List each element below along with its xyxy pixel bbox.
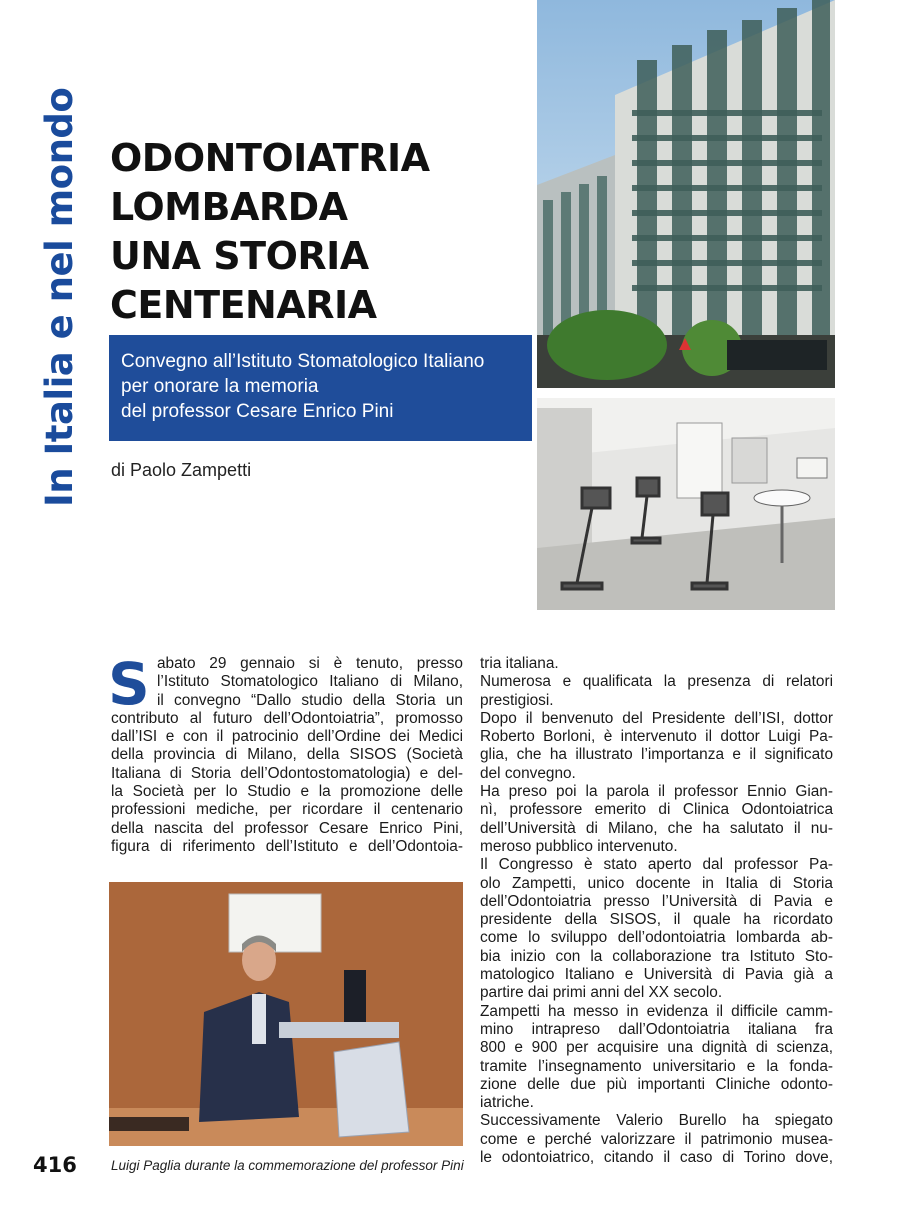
- body-line: Successivamente Valerio Burello ha spiegato: [480, 1112, 833, 1130]
- body-line: le odontoiatrico, citando il caso di Torino dove,: [480, 1149, 833, 1167]
- title-line: UNA STORIA: [110, 234, 369, 278]
- body-line: tria italiana.: [480, 655, 559, 672]
- body-line: olo Zampetti, unico docente in Italia di Storia: [480, 874, 833, 892]
- subtitle-line: Convegno all’Istituto Stomatologico Italiano: [121, 351, 485, 372]
- body-line: Il Congresso è stato aperto dal professor Pa-: [480, 856, 833, 874]
- body-line: prestigiosi.: [480, 691, 554, 709]
- body-line: figura di riferimento dell’Istituto e dell’Odontoia-: [111, 837, 463, 855]
- body-line: come e perché valorizzare il patrimonio musea-: [480, 1130, 833, 1148]
- body-line: dell’Università di Milano, che ha salutato il nu-: [480, 819, 833, 837]
- body-column-2: [480, 655, 833, 1167]
- body-column-1: [111, 655, 463, 856]
- section-label: In Italia e nel mondo: [38, 87, 81, 507]
- body-line: la Società per lo Studio e la promozione delle: [111, 783, 463, 801]
- byline: di Paolo Zampetti: [111, 460, 252, 480]
- body-line: della provincia di Milano, della SISOS (Società: [111, 746, 463, 764]
- body-line: dall’ISI e con il patrocinio dell’Ordine dei Medici: [111, 728, 463, 746]
- body-line: contributo al futuro dell’Odontoiatria”, promosso: [111, 709, 463, 727]
- drop-cap: S: [108, 650, 150, 718]
- body-line: Dopo il benvenuto del Presidente dell’ISI, dottor: [480, 709, 833, 727]
- subtitle-line: del professor Cesare Enrico Pini: [121, 401, 394, 422]
- body-line: 800 e 900 per acquisire una dignità di scienza,: [480, 1039, 833, 1057]
- building-photo: [537, 0, 835, 388]
- photo-caption: Luigi Paglia durante la commemorazione del professor Pini: [111, 1158, 464, 1173]
- body-line: Zampetti ha messo in evidenza il difficile camm-: [480, 1002, 833, 1020]
- body-line: il convegno “Dallo studio della Storia un: [157, 691, 463, 709]
- body-line: come lo sviluppo dell’odontoiatria lombarda ab-: [480, 929, 833, 947]
- body-line: Roberto Borloni, è intervenuto il dottor Luigi Pa-: [480, 728, 833, 746]
- body-line: glia, che ha illustrato l’importanza e il significato: [480, 746, 833, 764]
- body-line: meroso pubblico intervenuto.: [480, 837, 678, 855]
- body-line: professioni mediche, per ricordare il centenario: [111, 801, 463, 819]
- body-line: nì, professore emerito di Clinica Odontoiatrica: [480, 801, 833, 819]
- body-line: dell’Odontoiatria presso l’Università di Pavia e: [480, 892, 833, 910]
- body-line: l’Istituto Stomatologico Italiano di Milano,: [157, 673, 463, 691]
- historical-clinic-photo: [537, 398, 835, 610]
- body-line: bia inizio con la collaborazione tra Istituto Sto-: [480, 947, 833, 965]
- page-number: 416: [33, 1153, 77, 1177]
- body-line: del convegno.: [480, 764, 576, 782]
- title-line: CENTENARIA: [110, 283, 377, 327]
- body-line: Ha preso poi la parola il professor Ennio Gian-: [480, 783, 833, 801]
- body-line: Italiana di Storia dell’Odontostomatologia) e del-: [111, 764, 463, 782]
- body-line: partire dai primi anni del XX secolo.: [480, 984, 723, 1002]
- article-title: [110, 134, 530, 330]
- body-line: Numerosa e qualificata la presenza di relatori: [480, 673, 833, 691]
- body-line: iatriche.: [480, 1094, 534, 1112]
- subtitle-line: per onorare la memoria: [121, 376, 319, 397]
- subtitle-box: [109, 335, 532, 441]
- body-line: tramite l’insegnamento universitario e la fonda-: [480, 1057, 833, 1075]
- body-line: mino intrapreso dall’Odontoiatria italiana fra: [480, 1020, 833, 1038]
- title-line: LOMBARDA: [110, 185, 348, 229]
- speaker-photo: [109, 882, 463, 1146]
- body-line: della nascita del professor Cesare Enrico Pini,: [111, 819, 463, 837]
- body-line: presidente della SISOS, il quale ha ricordato: [480, 911, 833, 929]
- body-line: zione delle due più importanti Cliniche odonto-: [480, 1075, 833, 1093]
- title-line: ODONTOIATRIA: [110, 136, 430, 180]
- body-line: abato 29 gennaio si è tenuto, presso: [157, 655, 463, 672]
- body-line: matologico Italiano e Università di Pavia già a: [480, 966, 833, 984]
